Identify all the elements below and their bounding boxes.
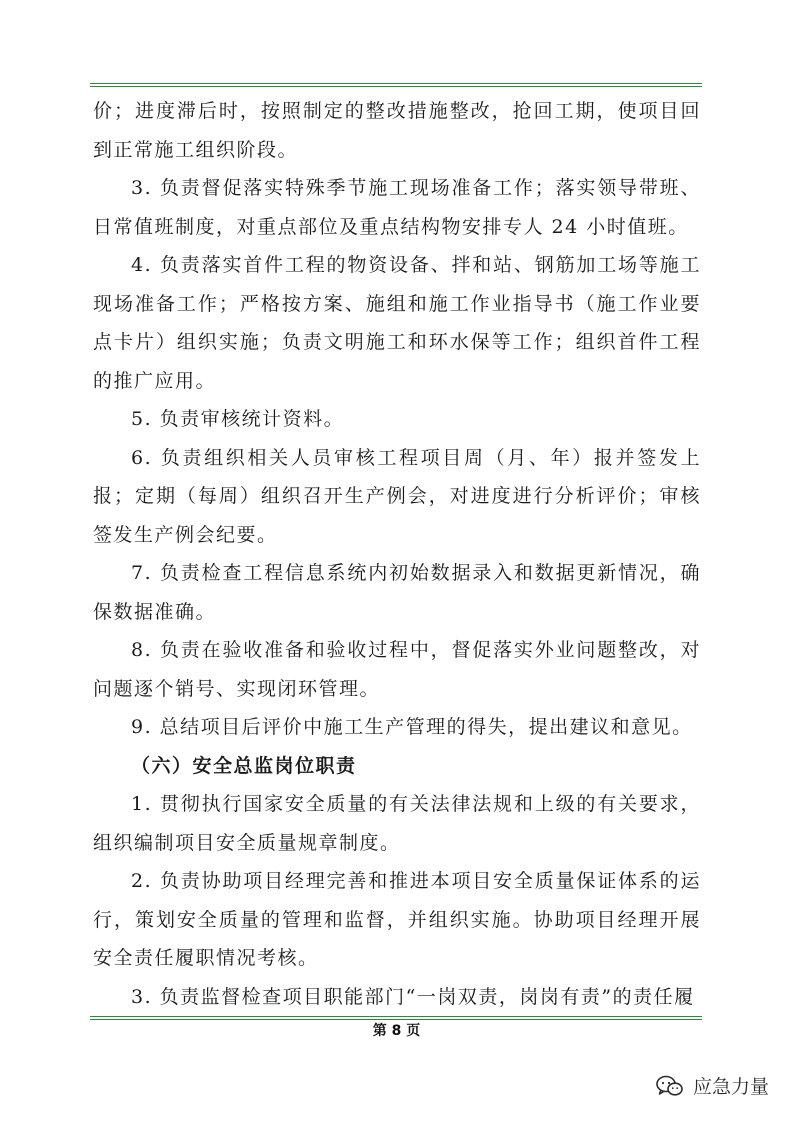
list-item-9: 9. 总结项目后评价中施工生产管理的得失，提出建议和意见。: [131, 716, 693, 738]
account-watermark: [655, 1072, 769, 1099]
wechat-icon: [655, 1074, 685, 1098]
page-number: 第 8 页: [372, 1023, 421, 1039]
document-body: [93, 92, 701, 1016]
header-rule: [90, 83, 702, 87]
list-item-6: 6. 负责组织相关人员审核工程项目周（月、年）报并签发上报；定期（每周）组织召开生产例会，对进度进行分析评价；审核签发生产例会纪要。: [93, 446, 701, 546]
account-name: 应急力量: [692, 1076, 769, 1098]
list-item-5: 5. 负责审核统计资料。: [131, 408, 345, 430]
list-item-3: 3. 负责督促落实特殊季节施工现场准备工作；落实领导带班、日常值班制度，对重点部位及重点结构物安排专人 24 小时值班。: [93, 177, 701, 238]
list-item-1: 1. 贯彻执行国家安全质量的有关法律法规和上级的有关要求，组织编制项目安全质量规章制度。: [93, 793, 701, 854]
list-item-4: 4. 负责落实首件工程的物资设备、拌和站、钢筋加工场等施工现场准备工作；严格按方案、施组和施工作业指导书（施工作业要点卡片）组织实施；负责文明施工和环水保等工作；组织首件工程的推广应用。: [93, 254, 701, 392]
list-item-2: 2. 负责协助项目经理完善和推进本项目安全质量保证体系的运行，策划安全质量的管理和监督，并组织实施。协助项目经理开展安全责任履职情况考核。: [93, 870, 701, 969]
section-heading: （六）安全总监岗位职责: [131, 754, 357, 777]
paragraph-continuation: 价；进度滞后时，按照制定的整改措施整改，抢回工期，使项目回到正常施工组织阶段。: [93, 100, 701, 161]
list-item-3-truncated: 3. 负责监督检查项目职能部门“一岗双责，岗岗有责”的责任履: [131, 985, 695, 1008]
list-item-8: 8. 负责在验收准备和验收过程中，督促落实外业问题整改，对问题逐个销号、实现闭环管理。: [93, 639, 701, 700]
list-item-7: 7. 负责检查工程信息系统内初始数据录入和数据更新情况，确保数据准确。: [93, 562, 701, 623]
